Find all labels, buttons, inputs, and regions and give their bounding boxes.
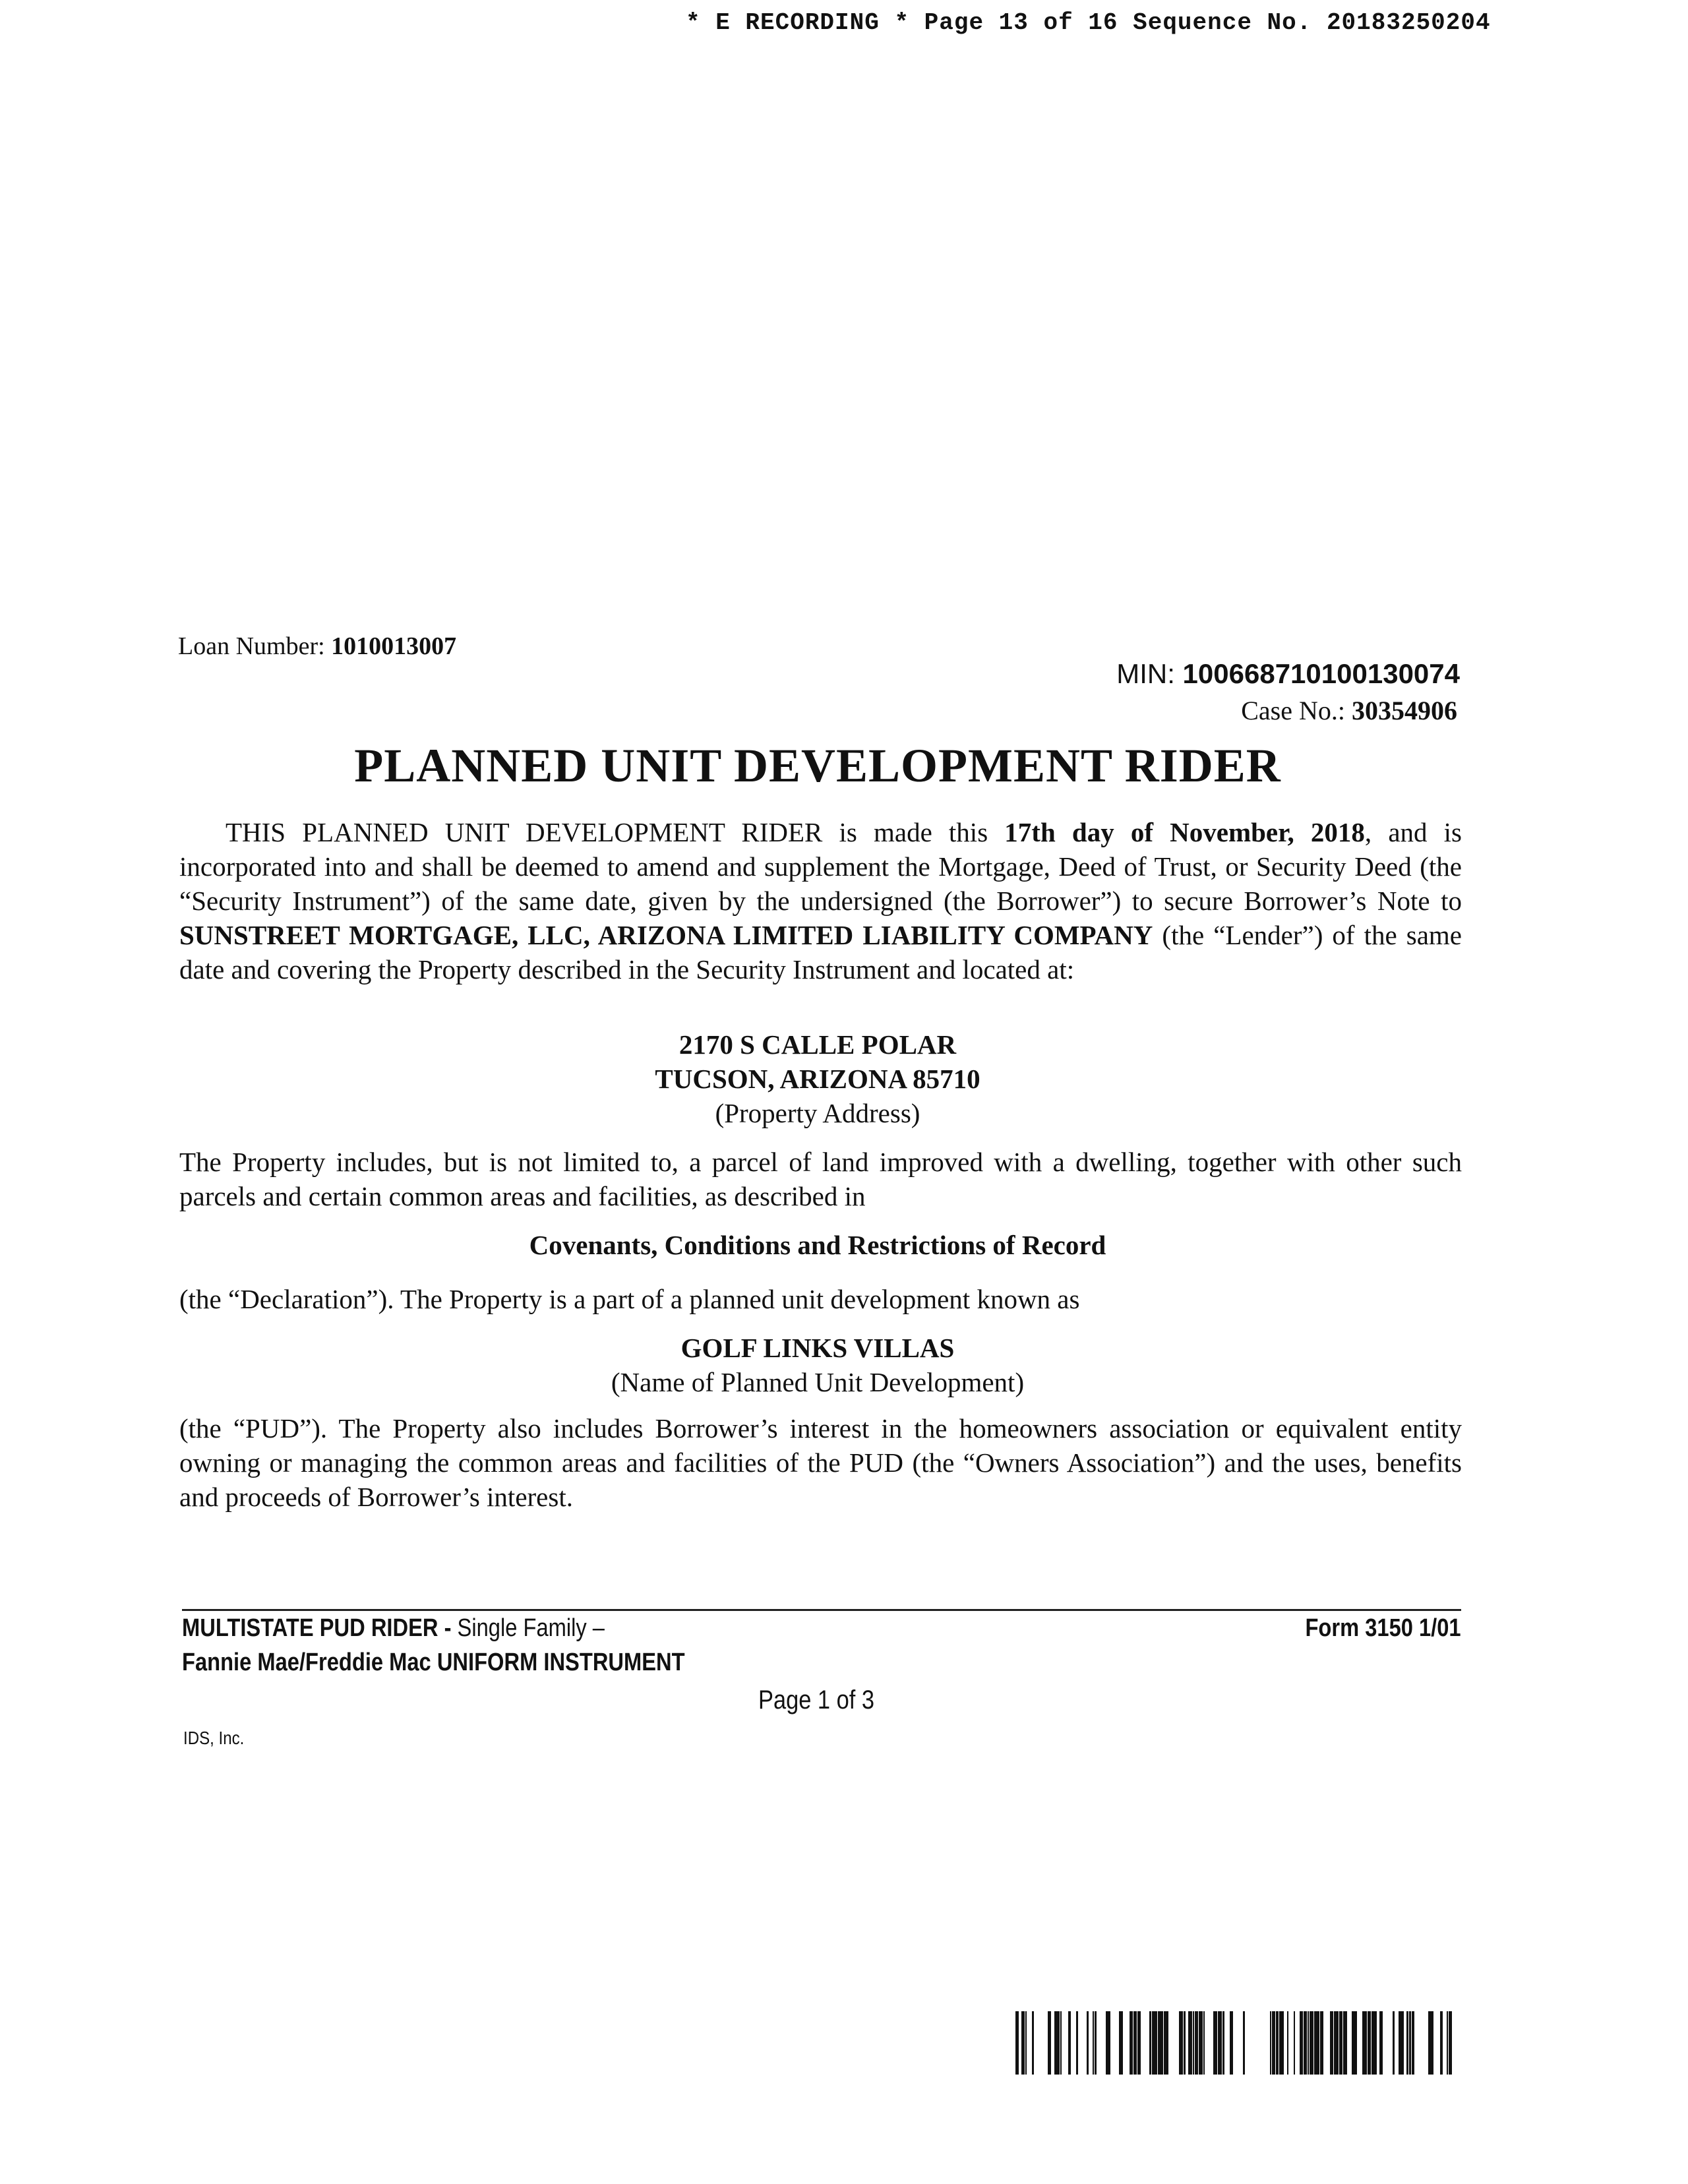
declaration-name: Covenants, Conditions and Restrictions of Record [529,1230,1106,1260]
intro-text-c: (the “Lender”) of the same date and covering the Property described in the Security Instrument and located at: [179,920,1462,985]
intro-paragraph [179,815,1462,986]
declaration-paragraph: (the “Declaration”). The Property is a part of a planned unit development known as [179,1284,1080,1314]
rider-date: 17th day of November, 2018 [1004,817,1365,847]
min-label: MIN: [1116,658,1183,689]
pud-caption: (Name of Planned Unit Development) [611,1367,1025,1397]
loan-number-label: Loan Number: [178,632,332,660]
case-label: Case No.: [1241,696,1352,725]
lender-name: SUNSTREET MORTGAGE, LLC, ARIZONA LIMITED LIABILITY COMPANY [179,920,1153,950]
footer-divider [182,1609,1461,1611]
intro-text-b: , and is incorporated into and shall be deemed to amend and supplement the Mortgage, Deed of Trust, or Security Deed (the “Security Instrument”) of the same date, given by the undersigned (the Borrower”) to secure Borrower’s Note to [179,817,1462,916]
loan-number [178,632,456,661]
page-number: Page 1 of 3 [758,1685,874,1714]
footer-form-title [182,1614,605,1643]
case-value: 30354906 [1352,696,1457,725]
footer-instrument: Fannie Mae/Freddie Mac UNIFORM INSTRUMENT [182,1649,685,1676]
pud-name: GOLF LINKS VILLAS [680,1333,955,1363]
form-number: Form 3150 1/01 [1305,1614,1461,1642]
loan-number-value: 1010013007 [331,632,457,660]
property-paragraph: The Property includes, but is not limited to, a parcel of land improved with a dwelling, together with other such parcels and certain common areas and facilities, as described in [179,1147,1462,1211]
pud-paragraph: (the “PUD”). The Property also includes Borrower’s interest in the homeowners association or equivalent entity owning or managing the common areas and facilities of the PUD (the “Owners Association”) and the uses, benefits and proceeds of Borrower’s interest. [179,1413,1462,1512]
intro-text-a: THIS PLANNED UNIT DEVELOPMENT RIDER is made this [226,817,1005,847]
property-address-line2: TUCSON, ARIZONA 85710 [655,1064,980,1094]
case-number [1241,695,1457,726]
footer-title-normal: Single Family – [457,1614,605,1642]
recording-header: * E RECORDING * Page 13 of 16 Sequence No. 20183250204 [686,9,1491,36]
property-address-caption: (Property Address) [715,1098,920,1128]
property-address-line1: 2170 S CALLE POLAR [678,1029,957,1060]
barcode-image [1015,2011,1464,2075]
document-title: PLANNED UNIT DEVELOPMENT RIDER [354,739,1281,792]
min-number [1116,658,1460,690]
min-value: 1006687101001300​74 [1182,658,1460,689]
vendor-name: IDS, Inc. [183,1728,245,1748]
footer-title-bold: MULTISTATE PUD RIDER - [182,1614,458,1642]
